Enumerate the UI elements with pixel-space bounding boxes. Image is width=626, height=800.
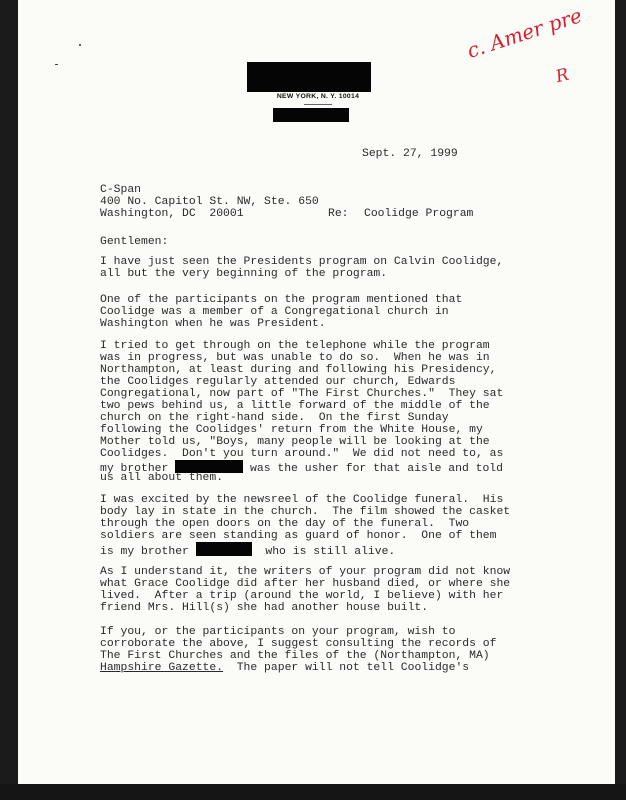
letterhead-divider xyxy=(304,104,332,105)
paragraph-4-line-redacted xyxy=(100,542,395,558)
paragraph-4-line: through the open doors on the day of the funeral. Two xyxy=(100,518,470,530)
newspaper-title: Hampshire Gazette. xyxy=(100,662,224,674)
paragraph-3-line: us all about them. xyxy=(100,472,224,484)
paper-speck xyxy=(55,64,58,65)
paragraph-2-line: Washington when he was President. xyxy=(100,318,326,330)
recipient-street: 400 No. Capitol St. NW, Ste. 650 xyxy=(100,196,319,208)
paragraph-3-line: the Coolidges regularly attended our church, Edwards xyxy=(100,376,456,388)
paragraph-2-line: One of the participants on the program mentioned that xyxy=(100,294,463,306)
handwritten-mark xyxy=(554,65,571,88)
paper-speck xyxy=(79,44,81,46)
paragraph-6-line xyxy=(100,662,469,674)
reference-subject: Coolidge Program xyxy=(364,208,474,220)
handwritten-line-1: c. Amer pre xyxy=(464,3,585,63)
alive-text: who is still alive. xyxy=(265,546,396,558)
paragraph-4-line: I was excited by the newsreel of the Coolidge funeral. His xyxy=(100,494,504,506)
paragraph-6-line: corroborate the above, I suggest consulting the records of xyxy=(100,638,497,650)
paragraph-5-line: what Grace Coolidge did after her husband died, or where she xyxy=(100,578,511,590)
paragraph-1-line: all but the very beginning of the program. xyxy=(100,268,388,280)
handwritten-line-2: R xyxy=(553,64,572,88)
paragraph-5-line: lived. After a trip (around the world, I believe) with her xyxy=(100,590,504,602)
paragraph-6-line: If you, or the participants on your program, wish to xyxy=(100,626,456,638)
brother-label: is my brother xyxy=(100,546,189,558)
paragraph-3-line: Congregational, now part of "The First Churches." They sat xyxy=(100,388,504,400)
brother-label: my brother xyxy=(100,463,169,475)
paragraph-3-line: was in progress, but was unable to do so. When he was in xyxy=(100,352,490,364)
paragraph-1-line: I have just seen the Presidents program on Calvin Coolidge, xyxy=(100,256,504,268)
paragraph-6-line: The First Churches and the files of the (Northampton, MA) xyxy=(100,650,490,662)
recipient-name: C-Span xyxy=(100,184,142,196)
paragraph-3-line: church on the right-hand side. On the first Sunday xyxy=(100,412,449,424)
reference-label: Re: xyxy=(328,208,349,220)
paragraph-3-line: following the Coolidges' return from the White House, my xyxy=(100,424,483,436)
paragraph-2-line: Coolidge was a member of a Congregational church in xyxy=(100,306,449,318)
handwritten-annotation xyxy=(464,3,585,63)
paragraph-3-line: Mother told us, "Boys, many people will be looking at the xyxy=(100,436,490,448)
paragraph-6-tail: The paper will not tell Coolidge's xyxy=(223,662,470,674)
letterhead-city: NEW YORK, N. Y. 10014 xyxy=(276,93,360,100)
letter-page xyxy=(18,0,615,784)
usher-text: was the usher for that aisle and told xyxy=(250,463,503,475)
paragraph-4-line: soldiers are seen standing as guard of honor. One of them xyxy=(100,530,497,542)
paragraph-4-line: body lay in state in the church. The film showed the casket xyxy=(100,506,511,518)
redacted-letterhead-address xyxy=(273,108,349,122)
paragraph-3-line: I tried to get through on the telephone while the program xyxy=(100,340,490,352)
scan-bottom-edge xyxy=(0,784,626,800)
recipient-city: Washington, DC 20001 xyxy=(100,208,244,220)
paragraph-3-line: two pews behind us, a little forward of the middle of the xyxy=(100,400,490,412)
paragraph-5-line: friend Mrs. Hill(s) she had another house built. xyxy=(100,602,429,614)
salutation: Gentlemen: xyxy=(100,236,169,248)
paragraph-3-line: Coolidges. Don't you turn around." We did not need to, as xyxy=(100,448,504,460)
paragraph-3-line: Northampton, at least during and following his Presidency, xyxy=(100,364,497,376)
redacted-letterhead-name xyxy=(247,62,371,92)
paragraph-5-line: As I understand it, the writers of your program did not know xyxy=(100,566,511,578)
letter-date: Sept. 27, 1999 xyxy=(362,148,458,160)
redacted-name xyxy=(196,542,252,556)
